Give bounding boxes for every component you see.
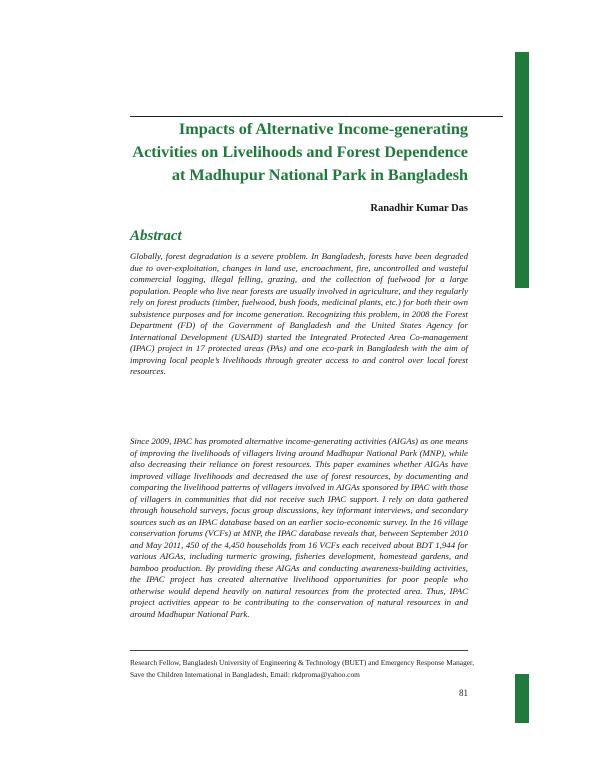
author-name: Ranadhir Kumar Das xyxy=(370,203,468,214)
title-line: Impacts of Alternative Income-generating xyxy=(178,120,468,138)
footnote-rule xyxy=(130,650,468,651)
abstract-heading: Abstract xyxy=(130,228,182,244)
author-footnote: Research Fellow, Bangladesh University of Engineering & Technology (BUET) and Emergency Response Manager, Save the Children International in Bangladesh, Email: rkdproma@yahoo.com xyxy=(130,658,475,679)
page-number: 81 xyxy=(459,688,468,698)
green-side-bar-bottom xyxy=(515,674,529,723)
title-line: Activities on Livelihoods and Forest Dependence xyxy=(132,143,468,161)
header-rule xyxy=(130,116,503,117)
abstract-paragraph: Globally, forest degradation is a severe problem. In Bangladesh, forests have been degraded due to over-exploitation, changes in land use, encroachment, fire, uncontrolled and wasteful commercial logging, illegal felling, grazing, and the collection of fuelwood for a large population. People who live near forests are usually involved in agriculture, and they regularly rely on forest products (timber, fuelwood, bush foods, medicinal plants, etc.) for both their own subsistence purposes and for income generation. Recognizing this problem, in 2008 the Forest Department (FD) of the Government of Bangladesh and the United States Agency for International Development (USAID) started the Integrated Protected Area Co-management (IPAC) project in 17 protected areas (PAs) and one eco-park in Bangladesh with the aim of improving local people’s livelihoods through greater access to and control over local forest resources. xyxy=(130,251,468,376)
abstract-paragraph: Since 2009, IPAC has promoted alternative income-generating activities (AIGAs) as one means of improving the livelihoods of villagers living around Madhupur National Park (MNP), while also decreasing their reliance on forest resources. This paper examines whether AIGAs have improved village livelihoods and decreased the use of forest resources, by documenting and comparing the livelihood patterns of villagers involved in AIGAs sponsored by IPAC with those of villagers in communities that did not receive such IPAC support. I rely on data gathered through household surveys, focus group discussions, key informant interviews, and secondary sources such as an IPAC database based on an earlier socio-economic survey. In the 16 village conservation forums (VCFs) at MNP, the IPAC database reveals that, between September 2010 and May 2011, 450 of the 4,450 households from 16 VCFs each received about BDT 1,944 for various AIGAs, including turmeric growing, fisheries development, homestead gardens, and bamboo production. By providing these AIGAs and conducting awareness-building activities, the IPAC project has created alternative livelihood opportunities for poor people who otherwise would depend heavily on natural resources from the protected area. Thus, IPAC project activities appear to be contributing to the conservation of natural resources in and around Madhupur National Park. xyxy=(130,436,468,619)
green-side-bar-top xyxy=(515,52,529,288)
article-title xyxy=(130,118,468,187)
title-line: at Madhupur National Park in Bangladesh xyxy=(171,166,468,184)
